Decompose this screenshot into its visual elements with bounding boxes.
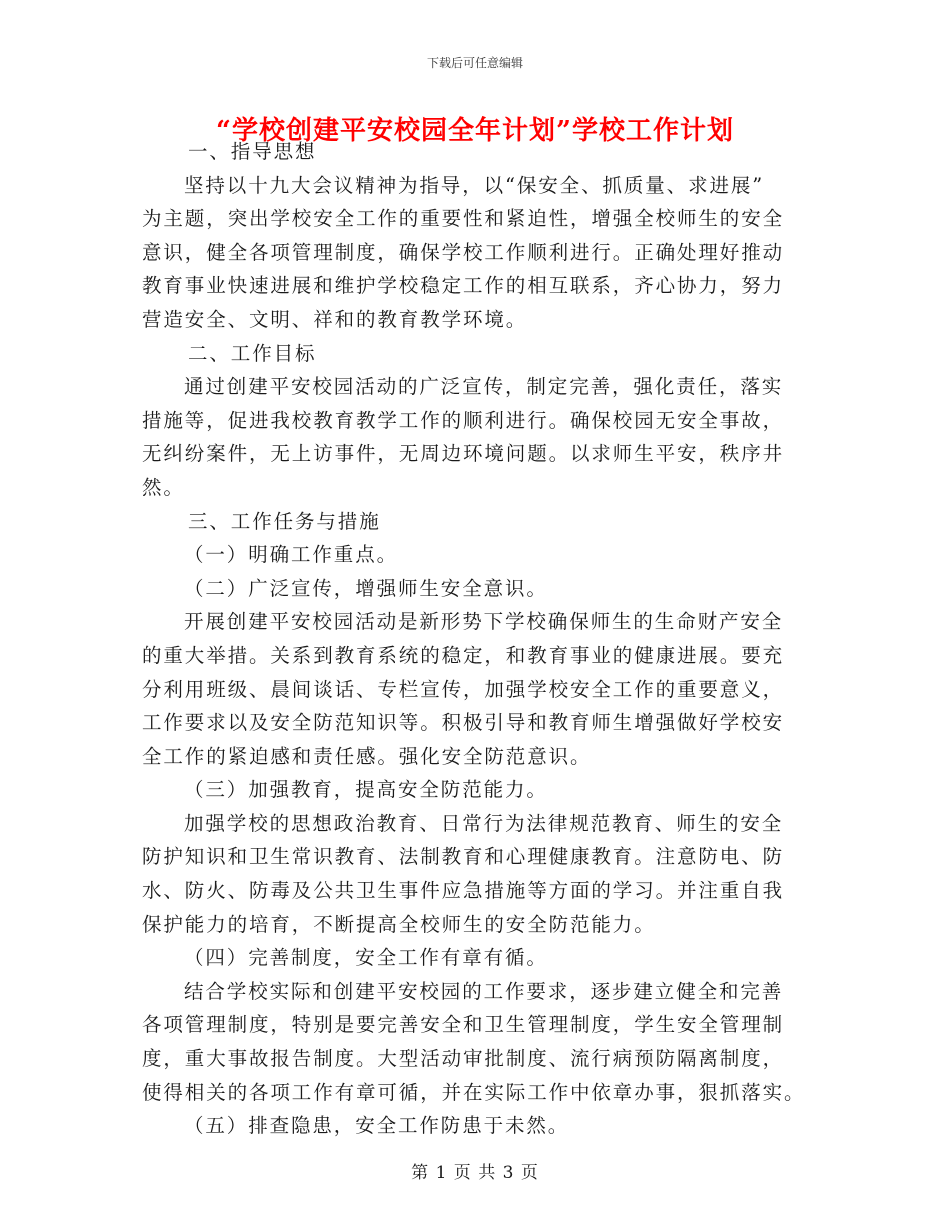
text-line: 分利用班级、晨间谈话、专栏宣传，加强学校安全工作的重要意义，: [142, 677, 785, 701]
text-line: 营造安全、文明、祥和的教育教学环境。: [142, 307, 528, 331]
text-line: （一）明确工作重点。: [184, 543, 399, 567]
text-line: （四）完善制度，安全工作有章有循。: [184, 946, 548, 970]
text-line: 通过创建平安校园活动的广泛宣传，制定完善，强化责任，落实: [184, 375, 784, 399]
page-header-note: 下载后可任意编辑: [426, 56, 523, 70]
document-title: “学校创建平安校园全年计划”学校工作计划: [216, 116, 734, 146]
text-line: （五）排查隐患，安全工作防患于未然。: [184, 1114, 570, 1138]
text-line: 二、工作目标: [188, 341, 317, 365]
document-body: [142, 135, 806, 1143]
text-line: 然。: [142, 475, 185, 499]
text-line: 使得相关的各项工作有章可循，并在实际工作中依章办事，狠抓落实。: [142, 1080, 806, 1104]
text-line: （三）加强教育，提高安全防范能力。: [184, 778, 548, 802]
text-line: 各项管理制度，特别是要完善安全和卫生管理制度，学生安全管理制: [142, 1013, 785, 1037]
text-line: 防护知识和卫生常识教育、法制教育和心理健康教育。注意防电、防: [142, 845, 785, 869]
text-line: 教育事业快速进展和维护学校稳定工作的相互联系，齐心协力，努力: [142, 274, 785, 298]
text-line: 措施等，促进我校教育教学工作的顺利进行。确保校园无安全事故，: [142, 408, 785, 432]
text-line: 全工作的紧迫感和责任感。强化安全防范意识。: [142, 744, 592, 768]
text-line: 保护能力的培育，不断提高全校师生的安全防范能力。: [142, 912, 656, 936]
text-line: 坚持以十九大会议精神为指导，以“保安全、抓质量、求进展”: [184, 173, 765, 197]
text-line: 的重大举措。关系到教育系统的稳定，和教育事业的健康进展。要充: [142, 643, 785, 667]
text-line: 为主题，突出学校安全工作的重要性和紧迫性，增强全校师生的安全: [142, 207, 785, 231]
text-line: 无纠纷案件，无上访事件，无周边环境问题。以求师生平安，秩序井: [142, 442, 785, 466]
text-line: 开展创建平安校园活动是新形势下学校确保师生的生命财产安全: [184, 610, 784, 634]
page-footer: 第 1 页 共 3 页: [411, 1163, 539, 1183]
text-line: 意识，健全各项管理制度，确保学校工作顺利进行。正确处理好推动: [142, 240, 785, 264]
text-line: 水、防火、防毒及公共卫生事件应急措施等方面的学习。并注重自我: [142, 879, 785, 903]
text-line: 结合学校实际和创建平安校园的工作要求，逐步建立健全和完善: [184, 979, 784, 1003]
text-line: 三、工作任务与措施: [188, 509, 381, 533]
text-line: 一、指导思想: [188, 140, 317, 163]
text-line: （二）广泛宣传，增强师生安全意识。: [184, 576, 548, 600]
text-line: 度，重大事故报告制度。大型活动审批制度、流行病预防隔离制度，: [142, 1047, 785, 1071]
text-line: 加强学校的思想政治教育、日常行为法律规范教育、师生的安全: [184, 811, 784, 835]
text-line: 工作要求以及安全防范知识等。积极引导和教育师生增强做好学校安: [142, 711, 785, 735]
